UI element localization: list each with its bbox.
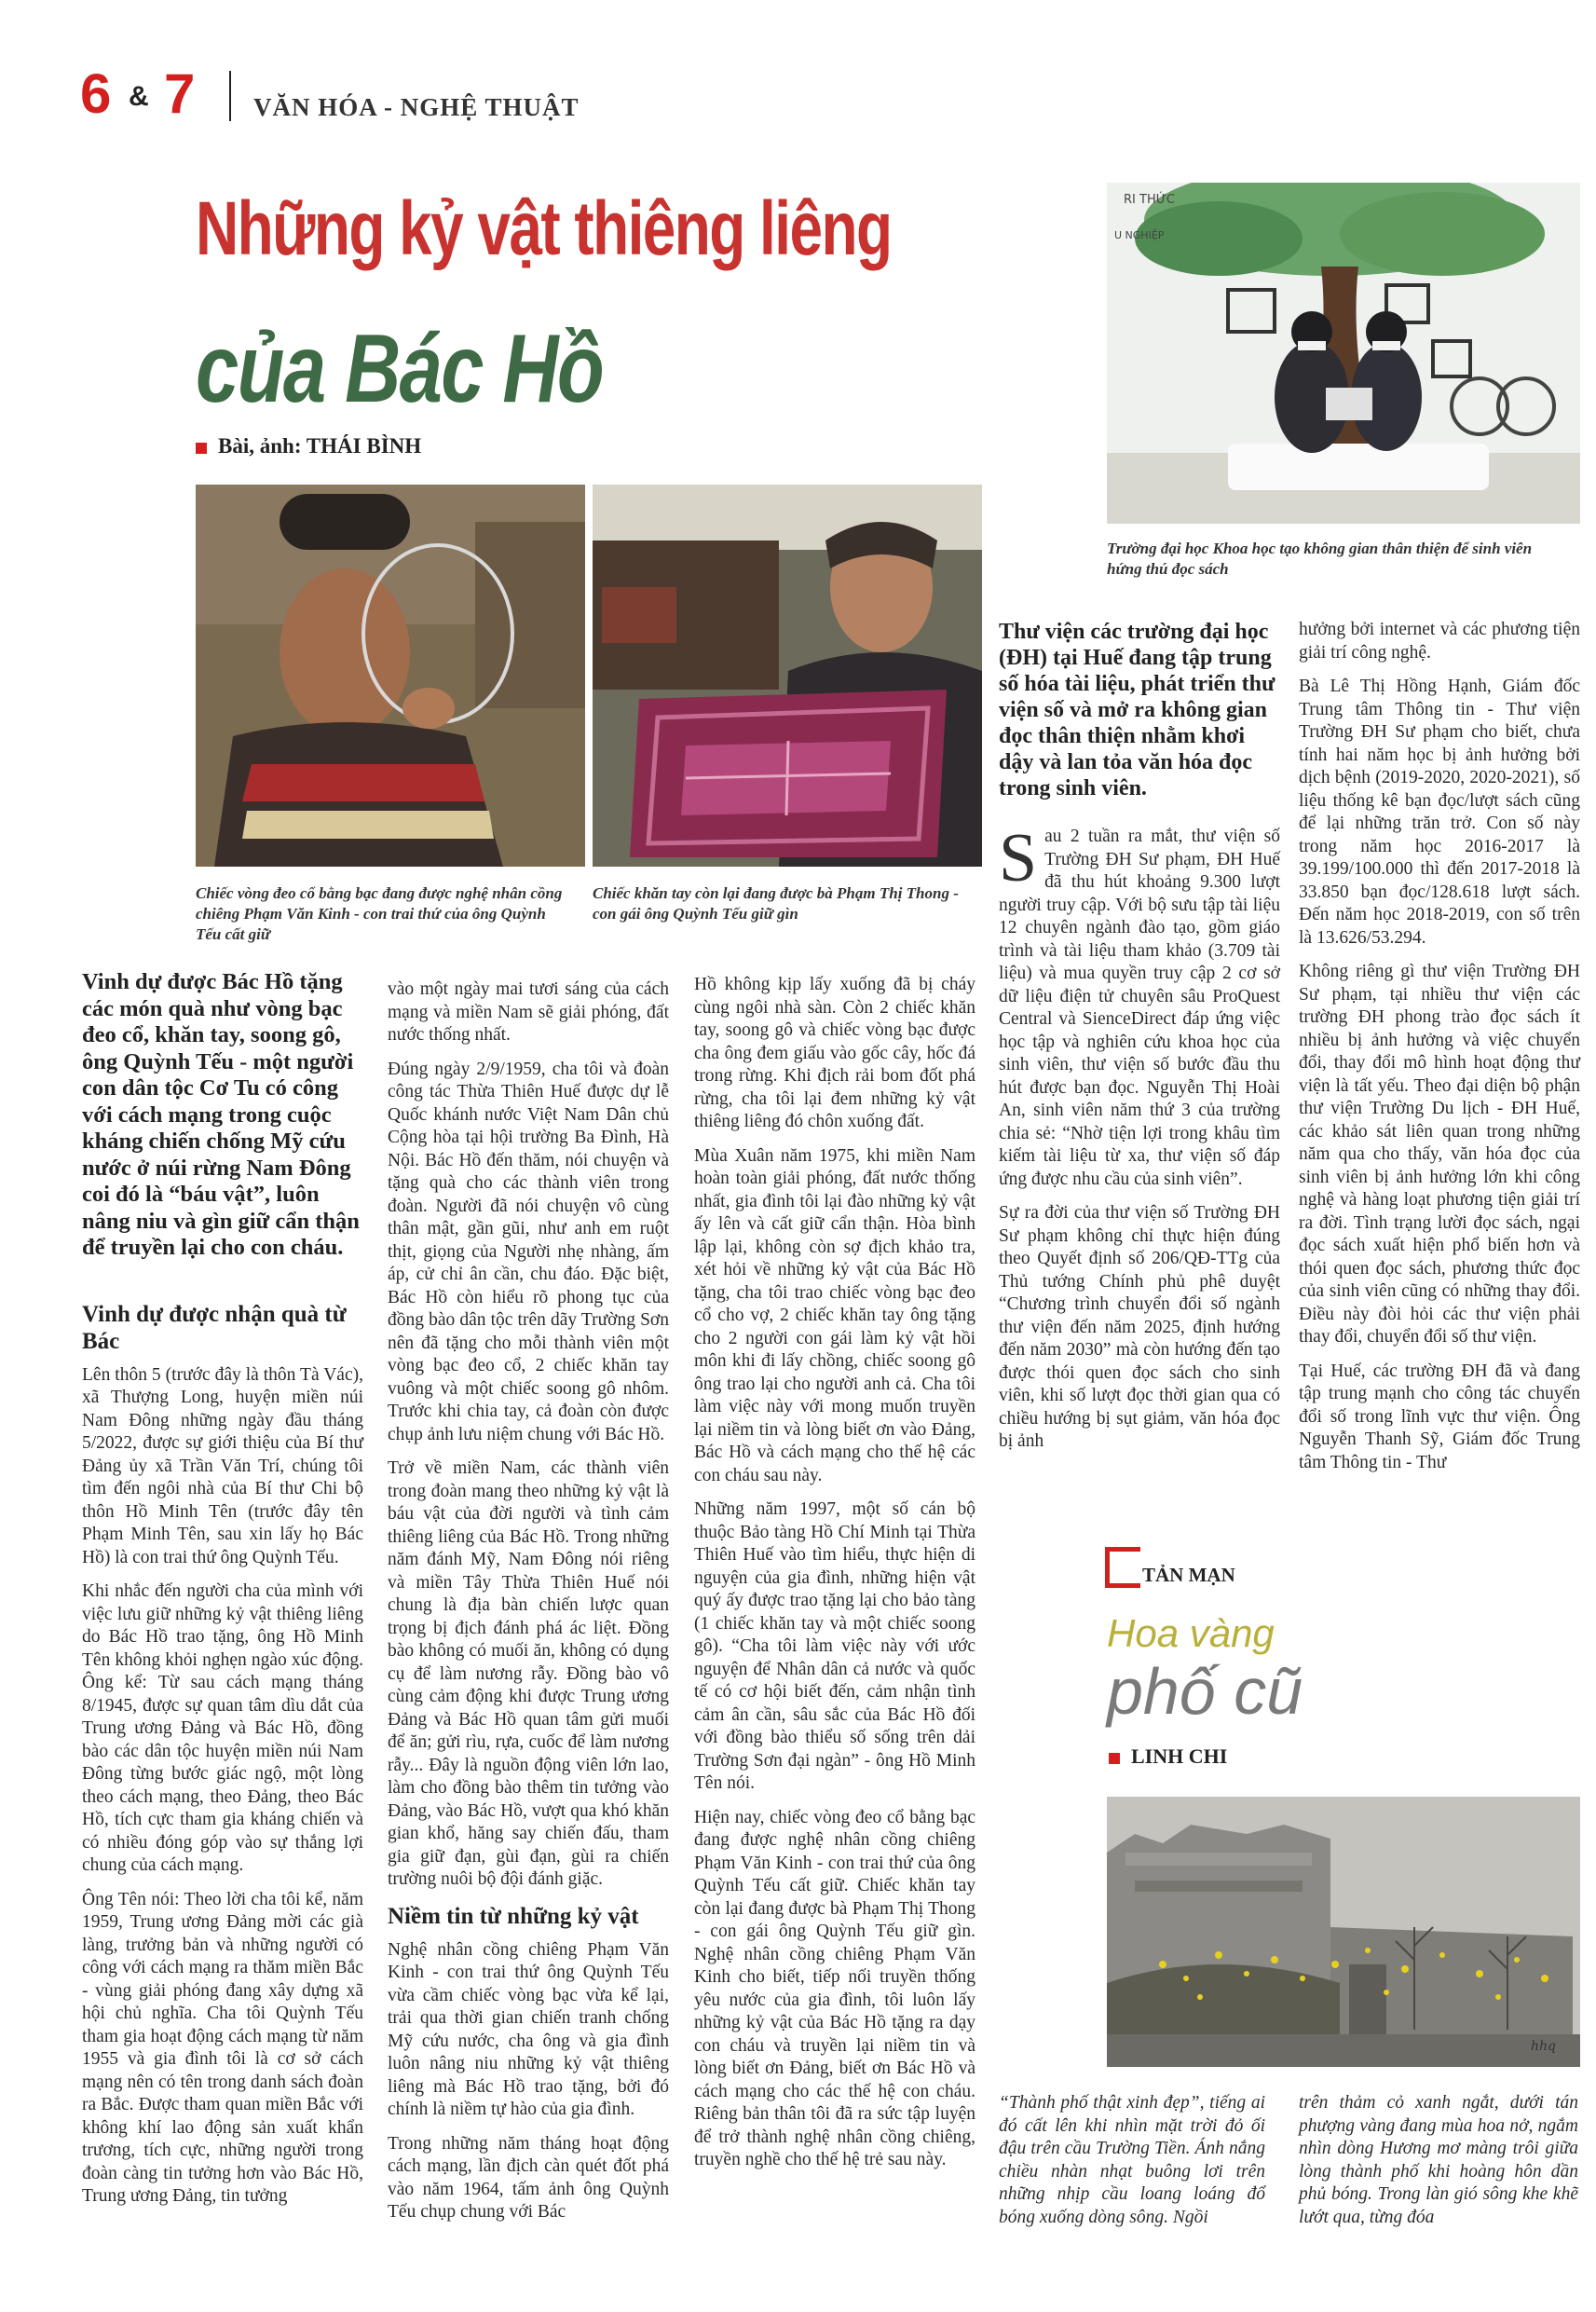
artist-signature: hhq: [1531, 2039, 1556, 2054]
paragraph: Lên thôn 5 (trước đây là thôn Tà Vác), xã Thượng Long, huyện miền núi Nam Đông những ngày đầu tháng 5/2022, được sự giới thiệu của Bí thư Đảng ủy xã Trần Văn Trí, chúng tôi tìm đến ngôi nhà của Bí thư Chi bộ thôn Hồ Minh Tên (trước đây tên Phạm Minh Tên, sau xin lấy họ Bác Hồ) là con trai thứ ông Quỳnh Tếu.: [82, 1364, 363, 1567]
paragraph: Tại Huế, các trường ĐH đã và đang tập trung mạnh cho công tác chuyển đổi số trong lĩnh vực thư viện. Ông Nguyễn Thanh Sỹ, Giám đốc Trung tâm Thông tin - Thư: [1299, 1361, 1580, 1472]
tanman-bracket: [1105, 1547, 1140, 1588]
paragraph: Đúng ngày 2/9/1959, cha tôi và đoàn công tác Thừa Thiên Huế được dự lễ Quốc khánh nước Việt Nam Dân chủ Cộng hòa tại hội trường Ba Đình, Hà Nội. Bác Hồ đến thăm, nói chuyện và tặng quà cho các thành viên trong đoàn. Người đã nói chuyện vô cùng thân mật, gần gũi, như anh em ruột thịt, giọng của Người nhẹ nhàng, ấm áp, cử chỉ ân cần, chu đáo. Đặc biệt, Bác Hồ còn hiểu rõ phong tục của đồng bào dân tộc trên dãy Trường Sơn nên đã tặng cho mỗi thành viên một vòng bạc đeo cổ, 2 chiếc khăn tay vuông và một chiếc soong gô nhôm. Trước khi chia tay, cả đoàn còn được chụp ảnh lưu niệm chung với Bác Hồ.: [388, 1059, 669, 1444]
essay-title-line2: phố cũ: [1107, 1655, 1303, 1728]
illustration-old-town: [1107, 1797, 1580, 2067]
page-number-right: 7: [164, 62, 196, 125]
paragraph-text: au 2 tuần ra mắt, thư viện số Trường ĐH Sư phạm, ĐH Huế đã thu hút khoảng 9.300 lượt người truy cập. Với bộ sưu tập tài liệu 12 chuyên ngành đào tạo, gồm giáo trình và tài liệu tham khảo (3.709 tài liệu) và mua quyền truy cập 2 cơ sở dữ liệu điện tử chuyên sâu ProQuest Central và SienceDirect đáp ứng việc học tập và nghiên cứu khoa học của sinh viên, thư viện số bước đầu thu hút được bạn đọc. Nguyễn Thị Hoài An, sinh viên năm thứ 3 của trường chia sẻ: “Nhờ tiện lợi trong khâu tìm kiếm tài liệu từ xa, thư viện số đáp ứng được nhu cầu của sinh viên”.: [999, 827, 1280, 1189]
article-lead: Vinh dự được Bác Hồ tặng các món quà như vòng bạc đeo cổ, khăn tay, soong gô, ông Quỳnh Tếu - một người con dân tộc Cơ Tu có công với cách mạng trong cuộc kháng chiến chống Mỹ cứu nước ở núi rừng Nam Đông coi đó là “báu vật”, luôn nâng niu và gìn giữ cẩn thận để truyền lại cho con cháu.: [82, 969, 360, 1260]
paragraph-first: [999, 820, 1280, 1191]
photo-caption-1: Chiếc vòng đeo cổ bằng bạc đang được nghệ nhân cồng chiêng Phạm Văn Kinh - con trai thứ của ông Quỳnh Tếu cất giữ: [196, 884, 563, 943]
paragraph: Khi nhắc đến người cha của mình với việc lưu giữ những kỷ vật thiêng liêng do Bác Hồ trao tặng, ông Hồ Minh Tên không khỏi nghẹn ngào xúc động. Ông kể: Từ sau cách mạng tháng 8/1945, được sự quan tâm dìu dắt của Trung ương Đảng và Bác Hồ, đồng bào các dân tộc huyện miền núi Nam Đông từng bước giác ngộ, một lòng theo cách mạng, theo Đảng, theo Bác Hồ, tích cực tham gia kháng chiến và có nhiều đóng góp vào sự thắng lợi chung của cách mạng.: [82, 1581, 363, 1875]
article-title-line1: Những kỷ vật thiêng liêng: [196, 186, 892, 271]
mural-text-1: RI THỨC: [1124, 193, 1175, 207]
drop-cap: S: [999, 820, 1038, 896]
paragraph: Hồ không kịp lấy xuống đã bị cháy cùng ngôi nhà sàn. Còn 2 chiếc khăn tay, soong gô và chiếc vòng bạc được cha ông đem giấu vào gốc cây, hốc đá trong rừng. Khi địch rải bom đốt phá rừng, cha tôi lại đem những kỷ vật thiêng liêng đó chôn xuống đất.: [694, 975, 975, 1131]
paragraph: Sự ra đời của thư viện số Trường ĐH Sư phạm không chỉ thực hiện đúng theo Quyết định số 206/QĐ-TTg của Thủ tướng Chính phủ phê duyệt “Chương trình chuyển đổi số ngành thư viện đến năm 2025, định hướng đến năm 2030” mà còn hướng đến tạo được thói quen đọc sách cho sinh viên, khi số lượt đọc thời gian qua có chiều hướng bị sụt giảm, văn hóa đọc bị ảnh: [999, 1203, 1280, 1451]
subheading-faith: Niềm tin từ những kỷ vật: [388, 1903, 639, 1929]
article2-column-1: [999, 619, 1280, 1465]
paragraph: Bà Lê Thị Hồng Hạnh, Giám đốc Trung tâm Thông tin - Thư viện Trường ĐH Sư phạm cho biết, chưa tính hai năm học bị ảnh hưởng bởi dịch bệnh (2019-2020, 2020-2021), số liệu thống kê bạn đọc/lượt sách cũng để lại những trăn trở. Con số này trong năm học 2016-2017 là 39.199/100.000 thì đến 2017-2018 là 33.850 bạn đọc/128.618 lượt sách. Đến năm học 2018-2019, con số trên là 13.626/53.294.: [1299, 677, 1580, 948]
illustration-citadel-flowers: [1107, 1797, 1580, 2067]
page-header: [80, 62, 1534, 130]
byline-marker: [1109, 1753, 1120, 1764]
paragraph: Những năm 1997, một số cán bộ thuộc Bảo tàng Hồ Chí Minh tại Thừa Thiên Huế vào tìm hiểu, thực hiện di nguyện của gia đình, những hiện vật quý ấy được trao tặng lại cho bảo tàng (1 chiếc khăn tay và một chiếc soong gô). “Cha tôi làm việc này với ước nguyện để Nhân dân cả nước và quốc tế có cơ hội biết đến, cảm nhận tình cảm ân cần, sâu sắc của Bác Hồ đối với đồng bào thiểu số sống trên dải Trường Sơn đại ngàn” - ông Hồ Minh Tên nói.: [694, 1499, 975, 1793]
paragraph: hưởng bởi internet và các phương tiện giải trí công nghệ.: [1299, 620, 1580, 663]
byline-text: Bài, ảnh: THÁI BÌNH: [218, 434, 422, 458]
page-number-amp: &: [129, 81, 149, 112]
paragraph: Ông Tên nói: Theo lời cha tôi kể, năm 1959, Trung ương Đảng mời các già làng, trưởng bản và những người có công với cách mạng ra thăm miền Bắc - vùng giải phóng đang xây dựng xã hội chủ nghĩa. Cha tôi Quỳnh Tếu tham gia hoạt động cách mạng từ năm 1955 và gia đình tôi là cơ sở cách mạng nên có tên trong danh sách đoàn ra Bắc. Được tham quan miền Bắc với không khí lao động sản xuất khẩn trương, tích cực, những người trong đoàn càng tin tưởng hơn vào Bác Hồ, Trung ương Đảng, tin tưởng: [82, 1889, 363, 2206]
photo-caption-3: Trường đại học Khoa học tạo không gian thân thiện để sinh viên hứng thú đọc sách: [1107, 540, 1533, 578]
photo-man-holding-necklace: [196, 485, 585, 867]
section-title: VĂN HÓA - NGHỆ THUẬT: [253, 93, 580, 121]
article1-column-3: [694, 974, 975, 2183]
photo-library-students: [1107, 183, 1580, 524]
essay-byline: [1109, 1744, 1227, 1769]
paragraph: Trong những năm tháng hoạt động cách mạng, lần địch càn quét đốt phá vào năm 1964, tấm ảnh ông Quỳnh Tếu chụp chung với Bác: [388, 2133, 669, 2222]
photo-silver-necklace: [196, 485, 585, 867]
photo-tree-wall-mural: [1107, 183, 1580, 524]
byline-text: LINH CHI: [1131, 1744, 1228, 1768]
subheading-gift: Vinh dự được nhận quà từ Bác: [82, 1301, 347, 1354]
paragraph: Mùa Xuân năm 1975, khi miền Nam hoàn toàn giải phóng, đất nước thống nhất, gia đình tôi lại đào những kỷ vật ấy lên và cất giữ cẩn thận. Hòa bình lập lại, không còn sợ địch khảo tra, xét hỏi về những kỷ vật của Bác Hồ tặng, cha tôi trao chiếc vòng bạc đeo cổ cho vợ, 2 chiếc khăn tay ông tặng cho 2 người con gái làm kỷ vật hồi môn khi đi lấy chồng, chiếc soong gô ông trao lại cho người anh cả. Cha tôi làm việc này với mong muốn truyền lại niềm tin và lòng biết ơn vào Đảng, Bác Hồ và cách mạng cho thế hệ các con cháu sau này.: [694, 1145, 975, 1485]
essay-column-left: “Thành phố thật xinh đẹp”, tiếng ai đó cất lên khi nhìn mặt trời đỏ ối đậu trên cầu Trường Tiền. Ánh nắng chiều nhàn nhạt buông lơi trên những nhịp cầu loang loáng đổ bóng xuống dòng sông. Ngồi: [999, 2093, 1265, 2227]
page-number-left: 6: [80, 62, 112, 125]
header-divider: [229, 71, 231, 121]
paragraph: Không riêng gì thư viện Trường ĐH Sư phạm, tại nhiều thư viện các trường ĐH phong trào đọc sách ít nhiều bị ảnh hưởng và việc chuyển đổi, thay đổi mô hình hoạt động thư viện là tất yếu. Theo đại diện bộ phận thư viện Trường Du lịch - ĐH Huế, các khảo sát liên quan trong những năm qua cho thấy, văn hóa đọc của sinh viên bị ảnh hưởng lớn khi công nghệ và hàng loạt phương tiện giải trí ra đời. Tình trạng lười đọc sách, ngại đọc sách xuất hiện phổ biến hơn và thói quen đọc sách, phương thức đọc của sinh viên cũng có những thay đổi. Điều này đòi hỏi các thư viện phải thay đổi, chuyển đổi số thư viện.: [1299, 962, 1580, 1347]
article1-column-1: [82, 969, 363, 2220]
paragraph: Nghệ nhân cồng chiêng Phạm Văn Kinh - con trai thứ ông Quỳnh Tếu vừa cầm chiếc vòng bạc vừa kể lại, trải qua thời gian chiến tranh chống Mỹ cứu nước, cha ông và gia đình luôn nâng niu những kỷ vật thiêng liêng mà Bác Hồ trao tặng, bởi đó chính là niềm tự hào của gia đình.: [388, 1939, 669, 2119]
photo-caption-2: Chiếc khăn tay còn lại đang được bà Phạm Thị Thong - con gái ông Quỳnh Tếu giữ gìn: [593, 884, 959, 923]
essay-column-right: trên thảm cỏ xanh ngắt, dưới tán phượng vàng đang mùa hoa nở, ngắm nhìn dòng Hương mơ màng trôi giữa lòng thành phố khi hoàng hôn dần phủ bóng. Trong làn gió sông khe khẽ lướt qua, từng đóa: [1299, 2093, 1578, 2227]
paragraph: Hiện nay, chiếc vòng đeo cổ bằng bạc đang được nghệ nhân cồng chiêng Phạm Văn Kinh - con trai thứ của ông Quỳnh Tếu cất giữ. Chiếc khăn tay còn lại đang được bà Phạm Thị Thong - con gái ông Quỳnh Tếu giữ gìn. Nghệ nhân cồng chiêng Phạm Văn Kinh cho biết, tiếp nối truyền thống yêu nước của gia đình, tôi luôn lấy những kỷ vật của Bác Hồ tặng ra dạy con cháu và truyền lại niềm tin và lòng biết ơn Đảng, biết ơn Bác Hồ và cách mạng cho các thế hệ con cháu. Riêng bản thân tôi đã ra sức tập luyện để trở thành nghệ nhân cồng chiêng, truyền nghề cho thế hệ trẻ sau này.: [694, 1807, 975, 2169]
mural-text-2: U NGHIỆP: [1114, 229, 1165, 241]
photo-handkerchief: [593, 485, 982, 867]
article2-column-2: [1299, 619, 1580, 1485]
photo-woman-holding-cloth: [593, 485, 982, 867]
article-title-line2: của Bác Hồ: [196, 315, 604, 423]
byline-marker: [196, 443, 207, 454]
paragraph: vào một ngày mai tươi sáng của cách mạng và miền Nam sẽ giải phóng, đất nước thống nhất.: [388, 979, 669, 1045]
tanman-label: TẢN MẠN: [1142, 1564, 1235, 1586]
article-byline: [196, 434, 421, 458]
paragraph: Trở về miền Nam, các thành viên trong đoàn mang theo những kỷ vật là báu vật của đời người và tình cảm thiêng liêng của Bác Hồ. Trong những năm đánh Mỹ, Nam Đông nói riêng và miền Tây Thừa Thiên Huế nói chung là địa bàn chiến lược quan trọng bị địch đánh phá ác liệt. Đồng bào không có muối ăn, không có dụng cụ để làm nương rẫy. Đồng bào vô cùng cảm động khi được Trung ương Đảng và Bác Hồ quan tâm gửi muối để ăn; gửi rìu, rựa, cuốc để làm nương rẫy... Đây là nguồn động viên lớn lao, làm cho đồng bào thêm tin tưởng vào Đảng, vào Bác Hồ, vượt qua khó khăn gian khổ, hăng say chiến đấu, tham gia giữ đạn, gùi đạn, gùi ra chiến trường nuôi bộ đội đánh giặc.: [388, 1458, 669, 1889]
essay-title-line1: Hoa vàng: [1107, 1611, 1275, 1655]
article1-column-2: [388, 978, 669, 2236]
article2-lead: Thư viện các trường đại học (ĐH) tại Huế đang tập trung số hóa tài liệu, phát triển thư viện số và mở ra không gian đọc thân thiện nhằm khơi dậy và lan tỏa văn hóa đọc trong sinh viên.: [999, 620, 1275, 800]
